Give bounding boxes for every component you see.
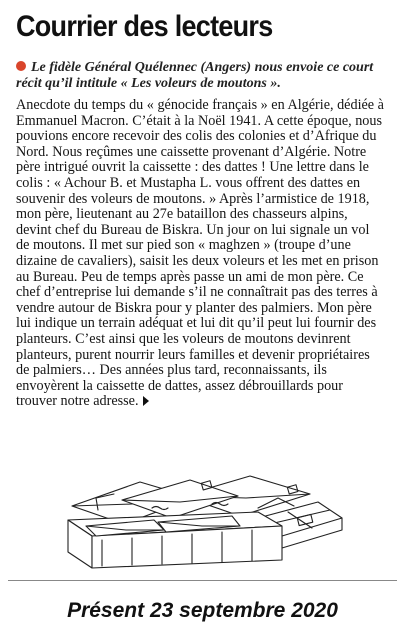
- article-lead: [16, 60, 381, 92]
- red-bullet-icon: [16, 61, 26, 71]
- article-lead-text: Le fidèle Général Quélennec (Angers) nous envoie ce court récit qu’il intitule « Les voleurs de moutons ».: [16, 60, 374, 91]
- divider-line: [8, 580, 397, 581]
- article-body-text: Anecdote du temps du « génocide français » en Algérie, dédiée à Emmanuel Macron. C’était à la Noël 1941. A cette époque, nous pouvions encore recevoir des colis des colonies et d’Afrique du Nord. Nous reçûmes une caissette provenant d’Algérie. Notre père intrigué ouvrit la caissette : des dattes ! Une lettre dans le colis : « Achour B. et Mustapha L. vous offrent des dattes en souvenir des voleurs de moutons. » Après l’armistice de 1918, mon père, lieutenant au 27e bataillon des chasseurs alpins, devint chef du Bureau de Biskra. Un jour on lui signale un vol de moutons. Il met sur pied son « maghzen » (troupe d’une dizaine de cavaliers), saisit les deux voleurs et les met en prison au Bureau. Peu de temps après passe un ami de mon père. Ce chef d’entreprise lui demande s’il ne connaîtrait pas des terres à vendre autour de Biskra pour y planter des palmiers. Mon père lui indique un terrain adéquat et lui dit qu’il peut lui fournir des planteurs. C’est ainsi que les voleurs de moutons devinrent planteurs, purent nourrir leurs familles et devenir propriétaires de palmiers… Des années plus tard, reconnaissants, ils envoyèrent la caissette de dattes, assez débrouillards pour trouver notre adresse.: [16, 97, 384, 410]
- mail-packages-illustration: [62, 468, 347, 574]
- article-body: [16, 98, 384, 410]
- section-title: Courrier des lecteurs: [16, 10, 273, 43]
- end-of-article-icon: [143, 396, 149, 406]
- source-caption: Présent 23 septembre 2020: [67, 599, 338, 622]
